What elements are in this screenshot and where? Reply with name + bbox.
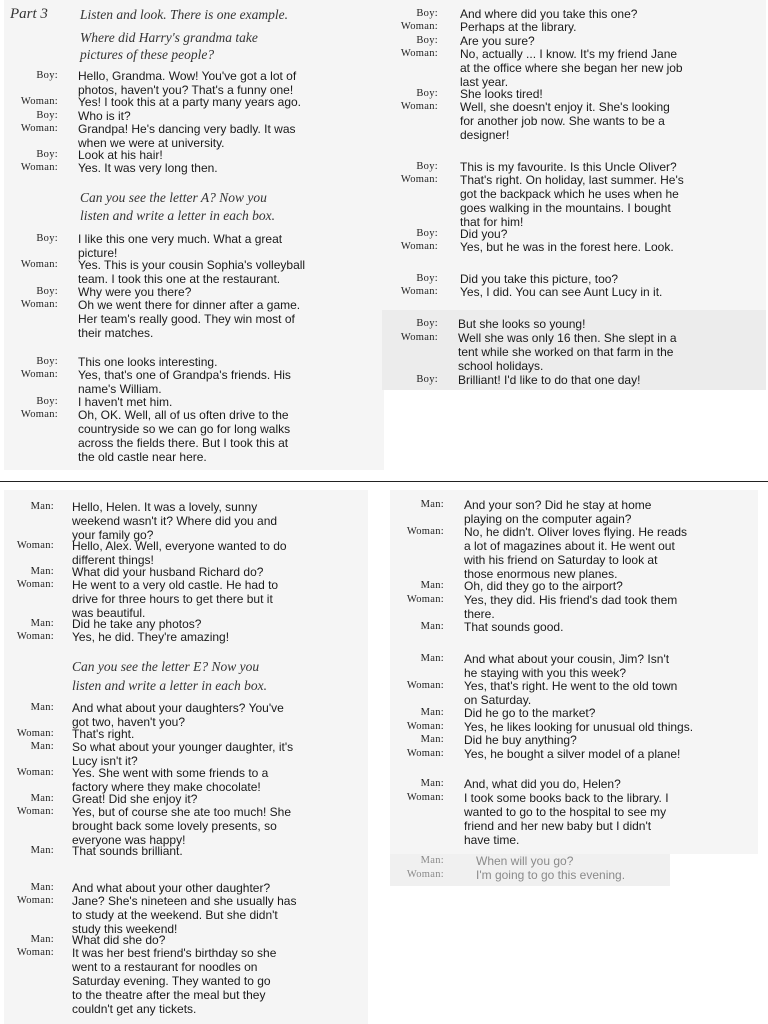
speech-line: Lucy isn't it? xyxy=(72,754,138,768)
speech-text xyxy=(72,727,364,741)
speech-line: have time. xyxy=(464,832,520,847)
speech-text xyxy=(464,498,754,526)
speaker-label: Woman: xyxy=(16,895,54,906)
speech-line: This one looks interesting. xyxy=(78,355,218,369)
panel-bottom-right-faded xyxy=(390,854,670,886)
speech-text xyxy=(72,766,364,794)
speech-line: factory where they make chocolate! xyxy=(72,780,261,794)
divider xyxy=(0,481,768,482)
speech-text xyxy=(78,258,380,286)
speech-text xyxy=(78,109,380,123)
speech-text xyxy=(72,792,364,806)
speech-text xyxy=(72,630,364,644)
speech-line: photos, haven't you? That's a funny one! xyxy=(78,83,294,97)
panel-top-right-lower xyxy=(382,310,766,390)
speech-line: Did he go to the market? xyxy=(464,706,596,720)
speech-line: for another job now. She wants to be a xyxy=(460,114,665,129)
speaker-label: Man: xyxy=(30,702,54,713)
speech-text xyxy=(464,747,754,761)
speech-text xyxy=(464,733,754,747)
speech-text xyxy=(72,500,364,542)
speech-line: Her team's really good. They win most of xyxy=(78,312,295,326)
speaker-label: Man: xyxy=(30,793,54,804)
speaker-label: Woman: xyxy=(20,122,58,134)
speech-line: brought back some lovely presents, so xyxy=(72,819,277,833)
speaker-label: Boy: xyxy=(416,87,438,99)
speech-line: Grandpa! He's dancing very badly. It was xyxy=(78,121,296,136)
speech-line: Well she was only 16 then. She slept in a xyxy=(458,331,677,345)
speaker-label: Woman: xyxy=(20,259,58,271)
speaker-label: Woman: xyxy=(406,868,444,880)
speaker-label: Woman: xyxy=(406,791,444,803)
speech-line: designer! xyxy=(460,128,510,143)
speech-text xyxy=(460,7,762,21)
speech-line: I took some books back to the library. I xyxy=(464,790,669,805)
speech-line: Did you take this picture, too? xyxy=(460,272,619,286)
speech-line: Saturday evening. They wanted to go xyxy=(72,974,271,988)
speech-text xyxy=(458,331,762,373)
speaker-label: Woman: xyxy=(16,540,54,551)
speech-text xyxy=(72,578,364,620)
speech-text xyxy=(464,679,754,707)
speaker-label: Boy: xyxy=(416,227,438,239)
speaker-label: Boy: xyxy=(36,285,58,297)
speech-line: went to a restaurant for noodles on xyxy=(72,960,258,974)
speech-line: their matches. xyxy=(78,326,154,340)
speech-line: the old castle near here. xyxy=(78,449,207,464)
speech-line: And, what did you do, Helen? xyxy=(464,777,621,791)
speech-line: Oh, OK. Well, all of us often drive to the xyxy=(78,407,289,422)
speech-text xyxy=(464,720,754,734)
speech-line: Yes. It was very long then. xyxy=(78,161,218,176)
speaker-label: Boy: xyxy=(416,161,438,172)
speech-line: tent while she worked on that farm in the xyxy=(458,345,674,359)
speech-line: school holidays. xyxy=(458,359,544,373)
speech-text xyxy=(464,525,754,581)
speaker-label: Woman: xyxy=(400,47,438,59)
speech-line: Did you? xyxy=(460,226,508,241)
speaker-label: Woman: xyxy=(406,720,444,732)
speech-line: Hello, Helen. It was a lovely, sunny xyxy=(72,500,258,514)
question-line: Where did Harry's grandma take xyxy=(80,30,258,45)
speech-text xyxy=(72,539,364,567)
speech-text xyxy=(78,285,380,299)
speech-line: Yes, he likes looking for unusual old things. xyxy=(464,719,694,734)
speaker-label: Woman: xyxy=(400,332,438,343)
speech-text xyxy=(72,881,364,895)
speaker-label: Boy: xyxy=(36,70,58,81)
speech-line: that for him! xyxy=(460,215,524,230)
speech-line: Yes, that's one of Grandpa's friends. His xyxy=(78,368,291,383)
speech-line: Yes, but he was in the forest here. Look. xyxy=(460,239,674,254)
speech-line: study this weekend! xyxy=(72,922,178,936)
speech-line: Oh we went there for dinner after a game. xyxy=(78,298,301,312)
speech-text xyxy=(460,20,762,34)
speech-text xyxy=(464,620,754,634)
speaker-label: Woman: xyxy=(16,579,54,590)
speaker-label: Man: xyxy=(420,855,444,866)
speech-line: weekend wasn't it? Where did you and xyxy=(72,514,278,528)
speech-text xyxy=(460,227,762,241)
speech-line: Did he take any photos? xyxy=(72,617,202,631)
speech-text xyxy=(460,173,762,229)
speaker-label: Man: xyxy=(420,653,444,664)
speech-text xyxy=(460,272,762,286)
speaker-label: Woman: xyxy=(16,947,54,958)
speech-line: a lot of magazines about it. He went out xyxy=(464,539,675,553)
speech-line: Perhaps at the library. xyxy=(460,20,577,35)
speech-line: Hello, Grandma. Wow! You've got a lot of xyxy=(78,69,297,83)
speech-line: wanted to go to the hospital to see my xyxy=(464,804,667,819)
speech-line: playing on the computer again? xyxy=(464,512,632,526)
speech-line: goes walking in the mountains. I bought xyxy=(460,201,671,216)
speech-line: team. I took this one at the restaurant. xyxy=(78,272,281,287)
speaker-label: Boy: xyxy=(416,273,438,284)
speaker-label: Man: xyxy=(30,501,54,512)
speaker-label: Woman: xyxy=(16,767,54,778)
speech-line: But she looks so young! xyxy=(458,317,586,331)
speech-line: What did she do? xyxy=(72,933,166,947)
speech-text xyxy=(460,87,762,101)
speech-text xyxy=(78,232,380,260)
speech-line: I'm going to go this evening. xyxy=(476,867,626,882)
speaker-label: Man: xyxy=(420,734,444,745)
speaker-label: Woman: xyxy=(406,680,444,691)
speaker-label: Man: xyxy=(30,566,54,577)
speaker-label: Man: xyxy=(30,618,54,629)
speech-text xyxy=(464,791,754,847)
instruction-line: Can you see the letter A? Now you xyxy=(80,190,267,205)
speaker-label: Woman: xyxy=(16,806,54,817)
speech-line: And your son? Did he stay at home xyxy=(464,498,652,512)
speech-text xyxy=(464,706,754,720)
speech-line: No, he didn't. Oliver loves flying. He reads xyxy=(464,525,688,539)
panel-bottom-left xyxy=(4,490,368,1024)
instruction-line: listen and write a letter in each box. xyxy=(72,678,267,693)
speech-line: drive for three hours to get there but it xyxy=(72,592,273,606)
speech-line: got the backpack which he uses when he xyxy=(460,187,679,202)
speaker-label: Woman: xyxy=(20,299,58,310)
speech-text xyxy=(458,317,762,331)
instruction-line: Can you see the letter E? Now you xyxy=(72,659,260,674)
speech-line: to the theatre after the meal but they xyxy=(72,988,266,1002)
speech-text xyxy=(460,285,762,299)
speaker-label: Woman: xyxy=(20,369,58,381)
speaker-label: Woman: xyxy=(406,526,444,537)
speaker-label: Woman: xyxy=(400,101,438,113)
speech-line: Jane? She's nineteen and she usually has xyxy=(72,894,297,908)
speech-line: picture! xyxy=(78,246,118,260)
speech-line: on Saturday. xyxy=(464,693,532,707)
speech-line: your family go? xyxy=(72,528,154,542)
speech-text xyxy=(464,579,754,593)
speaker-label: Boy: xyxy=(416,34,438,46)
speech-line: with his friend on Saturday to look at xyxy=(464,553,658,567)
speaker-label: Man: xyxy=(420,620,444,632)
speaker-label: Boy: xyxy=(36,109,58,121)
speech-text xyxy=(458,373,762,387)
speech-line: I like this one very much. What a great xyxy=(78,232,283,246)
speaker-label: Man: xyxy=(30,741,54,752)
speech-text xyxy=(78,148,380,162)
speech-line: when we were at university. xyxy=(78,135,225,150)
speech-text xyxy=(78,69,380,97)
speech-line: couldn't get any tickets. xyxy=(72,1002,197,1016)
question-line: pictures of these people? xyxy=(80,47,215,62)
speech-text xyxy=(72,894,364,936)
speech-text xyxy=(72,933,364,947)
speech-line: name's William. xyxy=(78,382,162,397)
speech-line: he staying with you this week? xyxy=(464,666,627,680)
speech-line: Did he buy anything? xyxy=(464,733,577,747)
speech-line: And where did you take this one? xyxy=(460,7,638,21)
speech-line: Oh, did they go to the airport? xyxy=(464,579,623,593)
speaker-label: Woman: xyxy=(406,747,444,759)
speech-text xyxy=(464,652,754,680)
speech-line: Why were you there? xyxy=(78,284,192,299)
speech-text xyxy=(78,161,380,175)
speech-text xyxy=(72,617,364,631)
speaker-label: Boy: xyxy=(36,395,58,407)
speaker-label: Man: xyxy=(420,580,444,591)
speaker-label: Boy: xyxy=(416,318,438,329)
speech-line: Brilliant! I'd like to do that one day! xyxy=(458,373,641,387)
speech-line: friend and her new baby but I didn't xyxy=(464,818,652,833)
speech-line: It was her best friend's birthday so she xyxy=(72,946,277,960)
speech-line: This is my favourite. Is this Uncle Oliver? xyxy=(460,160,677,174)
speech-line: When will you go? xyxy=(476,854,574,868)
speaker-label: Man: xyxy=(420,778,444,789)
speech-text xyxy=(464,593,754,621)
speech-line: there. xyxy=(464,606,495,621)
speech-line: Yes. This is your cousin Sophia's volleyball xyxy=(78,258,306,273)
speech-line: to study at the weekend. But she didn't xyxy=(72,908,278,922)
speech-line: Yes! I took this at a party many years ago. xyxy=(78,95,302,110)
speaker-label: Man: xyxy=(30,934,54,945)
speech-line: So what about your younger daughter, it's xyxy=(72,740,294,754)
speaker-label: Man: xyxy=(30,882,54,893)
speaker-label: Woman: xyxy=(16,728,54,739)
speech-text xyxy=(72,946,364,1016)
speech-line: And what about your cousin, Jim? Isn't xyxy=(464,652,670,666)
speaker-label: Woman: xyxy=(20,162,58,174)
instruction-line: listen and write a letter in each box. xyxy=(80,208,275,223)
speaker-label: Woman: xyxy=(20,408,58,420)
speech-line: Are you sure? xyxy=(460,33,535,48)
speech-line: Yes. She went with some friends to a xyxy=(72,766,269,780)
speaker-label: Woman: xyxy=(20,96,58,108)
speech-text xyxy=(78,95,380,109)
speech-text xyxy=(464,777,754,791)
speech-text xyxy=(78,395,380,409)
panel-top-right xyxy=(382,0,766,310)
speaker-label: Boy: xyxy=(36,356,58,367)
speech-text xyxy=(460,100,762,142)
speech-text xyxy=(460,34,762,48)
speech-line: That's right. xyxy=(72,727,135,741)
speech-text xyxy=(78,355,380,369)
speech-line: That sounds good. xyxy=(464,619,564,634)
speaker-label: Boy: xyxy=(36,233,58,244)
speaker-label: Woman: xyxy=(406,593,444,605)
speaker-label: Woman: xyxy=(400,21,438,33)
speech-line: That's right. On holiday, last summer. He's xyxy=(460,173,684,188)
speech-line: countryside so we can go for long walks xyxy=(78,421,291,436)
speech-line: He went to a very old castle. He had to xyxy=(72,578,279,592)
speaker-label: Man: xyxy=(30,845,54,856)
speech-line: Yes, I did. You can see Aunt Lucy in it. xyxy=(460,285,663,300)
speech-line: No, actually ... I know. It's my friend Jane xyxy=(460,46,678,61)
speech-line: Yes, he bought a silver model of a plane! xyxy=(464,746,681,761)
speaker-label: Boy: xyxy=(36,149,58,161)
speaker-label: Boy: xyxy=(416,374,438,385)
speech-line: everyone was happy! xyxy=(72,833,186,847)
speech-line: I haven't met him. xyxy=(78,394,173,409)
speech-text xyxy=(72,565,364,579)
speaker-label: Woman: xyxy=(400,174,438,186)
speech-line: those enormous new planes. xyxy=(464,567,618,581)
speech-text xyxy=(476,854,666,868)
speech-text xyxy=(72,701,364,729)
speech-line: Hello, Alex. Well, everyone wanted to do xyxy=(72,539,287,553)
instruction-line: Listen and look. There is one example. xyxy=(80,7,288,22)
speech-line: That sounds brilliant. xyxy=(72,844,183,858)
speech-text xyxy=(72,740,364,768)
speaker-label: Man: xyxy=(420,499,444,510)
speech-text xyxy=(72,805,364,847)
speech-text xyxy=(460,47,762,89)
speech-line: Yes, they did. His friend's dad took them xyxy=(464,592,678,607)
speech-text xyxy=(78,368,380,396)
speaker-label: Woman: xyxy=(400,286,438,298)
speech-text xyxy=(72,844,364,858)
panel-top-left xyxy=(4,0,384,470)
speaker-label: Man: xyxy=(420,707,444,718)
speech-text xyxy=(78,408,380,464)
speech-line: was beautiful. xyxy=(72,606,146,620)
speech-line: Well, she doesn't enjoy it. She's looking xyxy=(460,100,670,115)
speaker-label: Woman: xyxy=(16,631,54,642)
panel-bottom-right xyxy=(390,490,758,854)
speech-line: across the fields there. But I took this at xyxy=(78,435,289,450)
speaker-label: Woman: xyxy=(400,240,438,252)
speech-line: at the office where she began her new job xyxy=(460,60,683,75)
speech-line: Yes, but of course she ate too much! She xyxy=(72,805,292,819)
speech-text xyxy=(78,122,380,150)
speech-line: Look at his hair! xyxy=(78,148,163,163)
speech-text xyxy=(476,868,666,882)
speech-line: Great! Did she enjoy it? xyxy=(72,792,198,806)
speech-line: Yes, he did. They're amazing! xyxy=(72,630,230,644)
speech-text xyxy=(460,240,762,254)
speech-line: And what about your daughters? You've xyxy=(72,701,284,715)
speech-line: Yes, that's right. He went to the old town xyxy=(464,679,678,693)
speech-line: last year. xyxy=(460,74,509,89)
speech-line: What did your husband Richard do? xyxy=(72,565,264,579)
speech-text xyxy=(78,298,380,340)
speech-line: got two, haven't you? xyxy=(72,715,186,729)
speech-line: Who is it? xyxy=(78,108,131,123)
speaker-label: Boy: xyxy=(416,8,438,19)
speech-line: She looks tired! xyxy=(460,86,543,101)
part-label: Part 3 xyxy=(10,6,48,22)
speech-line: different things! xyxy=(72,553,154,567)
speech-line: And what about your other daughter? xyxy=(72,881,271,895)
speech-text xyxy=(460,160,762,174)
